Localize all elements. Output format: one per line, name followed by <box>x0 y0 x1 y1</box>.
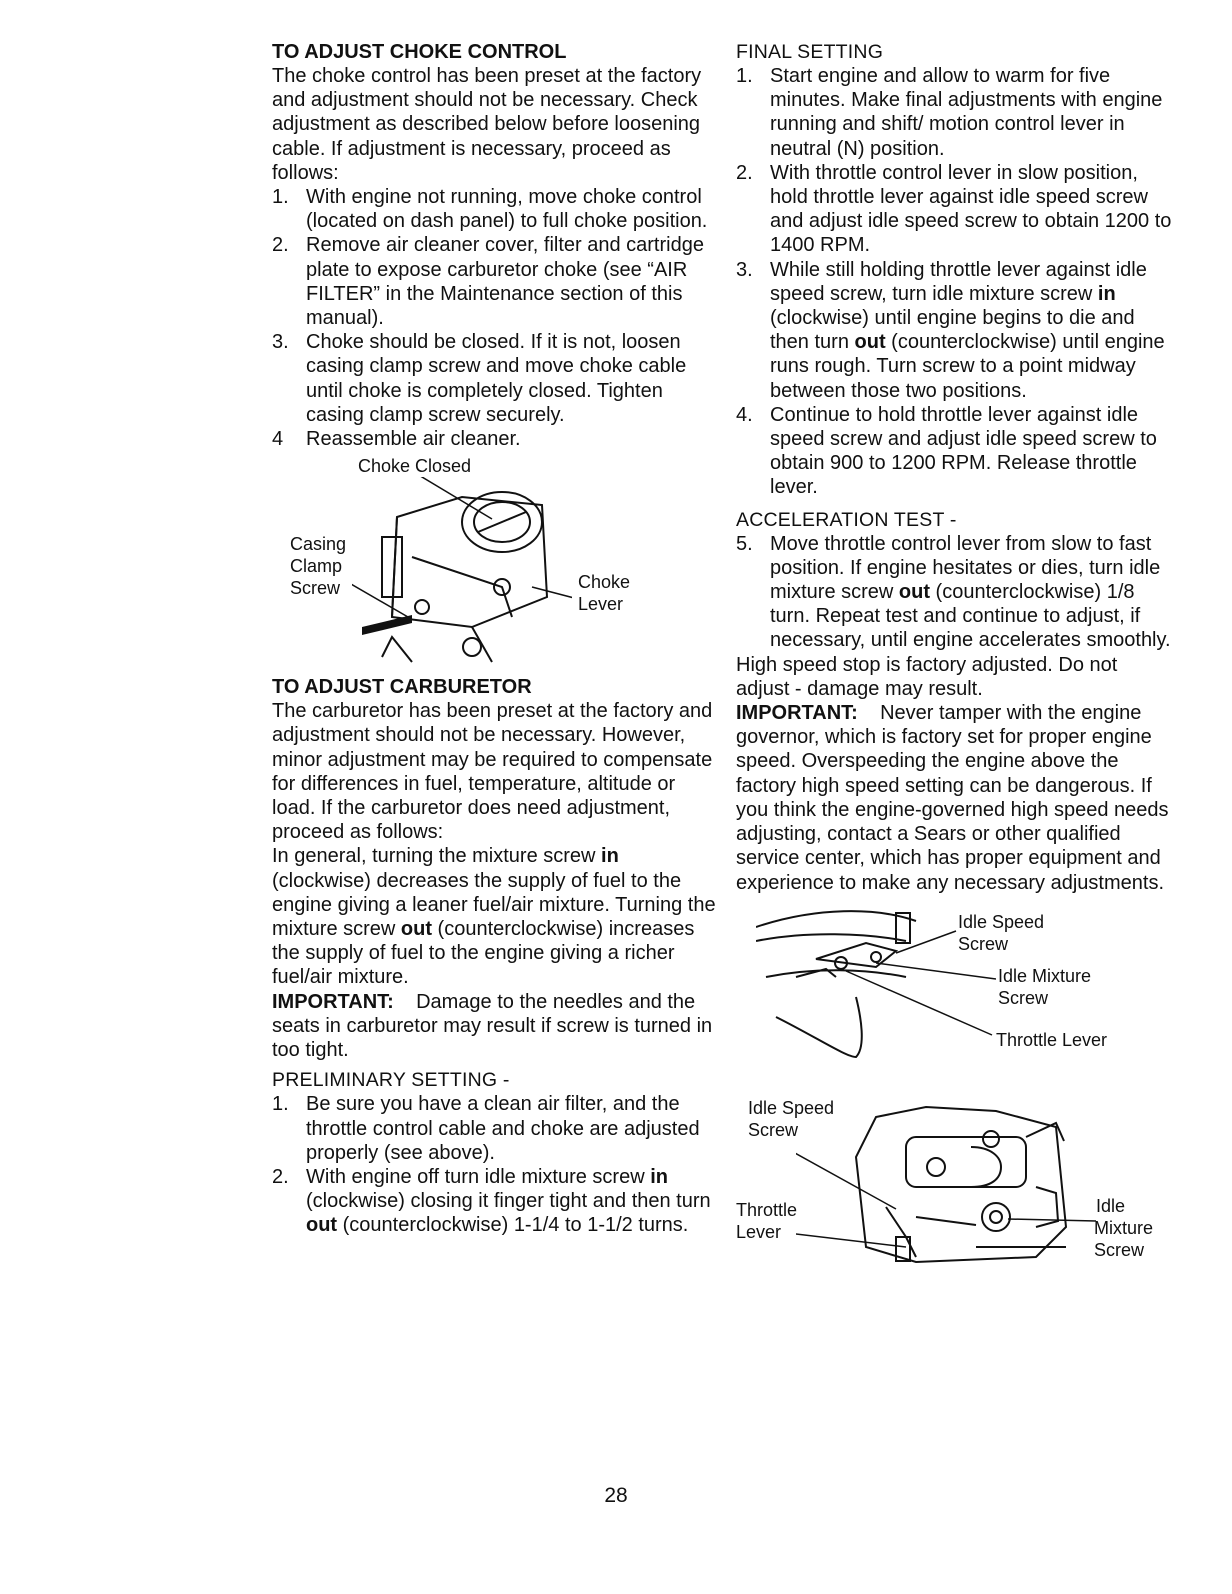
high-speed-note: High speed stop is factory adjusted. Do not adjust - damage may result. <box>736 653 1118 700</box>
list-item <box>272 1165 717 1238</box>
label-idle-speed: Idle Speed <box>748 1097 835 1118</box>
label-screw: Screw <box>1094 1239 1145 1260</box>
page-number: 28 <box>604 1484 628 1507</box>
emphasis-in: in <box>1097 282 1116 305</box>
throttle-linkage-drawing <box>756 907 996 1077</box>
step-number: 1. <box>736 65 753 87</box>
label-screw: Screw <box>748 1119 799 1140</box>
final-steps <box>736 64 1176 500</box>
label-choke-closed: Choke Closed <box>358 456 472 477</box>
right-column <box>736 40 1176 1297</box>
final-setting-heading: FINAL SETTING <box>736 41 884 63</box>
label-lever: Lever <box>578 594 624 615</box>
label-idle: Idle <box>1096 1195 1126 1216</box>
text-run: (clockwise) until engine begins to die and then turn <box>770 307 1135 354</box>
step-number: 2. <box>272 234 289 257</box>
step-number: 1. <box>272 186 289 209</box>
label-lever: Lever <box>736 1221 782 1242</box>
carburetor-drawing <box>796 1097 1096 1297</box>
label-choke: Choke <box>578 572 631 593</box>
step-number: 3. <box>272 331 289 354</box>
step-text: Choke should be closed. If it is not, loosen casing clamp screw and move choke cable until choke is completely closed. Tighten casing clamp screw securely. <box>306 331 687 426</box>
list-item <box>272 427 717 451</box>
list-item <box>272 1092 717 1165</box>
emphasis-in: in <box>601 845 619 868</box>
choke-steps <box>272 185 717 451</box>
choke-heading: TO ADJUST CHOKE CONTROL <box>272 41 567 63</box>
step-text: Start engine and allow to warm for five minutes. Make final adjustments with engine running and shift/ motion control lever in neutral (N) position. <box>770 65 1163 160</box>
step-number: 2. <box>736 161 753 184</box>
emphasis-in: in <box>650 1165 668 1188</box>
list-item <box>272 185 717 233</box>
carburetor-general <box>272 844 717 989</box>
label-screw: Screw <box>958 933 1009 954</box>
left-column <box>272 40 717 1238</box>
list-item <box>736 161 1176 258</box>
text-run: (counterclockwise) until engine runs rough. Turn screw to a point midway between those two positions. <box>770 331 1165 402</box>
preliminary-steps <box>272 1092 717 1237</box>
carburetor-figure <box>736 1097 1176 1297</box>
governor-important <box>736 701 1176 895</box>
step-number: 4. <box>736 403 753 426</box>
label-throttle: Throttle <box>736 1199 798 1220</box>
label-screw: Screw <box>290 578 341 599</box>
emphasis-out: out <box>400 918 432 941</box>
step-text: With throttle control lever in slow position, hold throttle lever against idle speed screw and adjust idle speed screw to obtain 1200 to 1400 RPM. <box>770 161 1172 257</box>
step-text: Continue to hold throttle lever against idle speed screw and adjust idle speed screw to obtain 900 to 1200 RPM. Release throttle lever. <box>770 403 1157 499</box>
label-idle-mixture: Idle Mixture <box>998 965 1092 986</box>
label-casing: Casing <box>290 534 347 555</box>
step-number: 3. <box>736 258 753 281</box>
text-run: (clockwise) decreases the supply of fuel to the engine giving a leaner fuel/air mixture. Turning the mixture screw <box>272 869 716 941</box>
important-label: IMPORTANT: <box>736 702 858 725</box>
step-text: Reassemble air cleaner. <box>306 428 521 451</box>
list-item <box>272 330 717 427</box>
preliminary-heading: PRELIMINARY SETTING - <box>272 1069 510 1092</box>
step-number: 1. <box>272 1093 289 1116</box>
list-item <box>736 403 1176 500</box>
carburetor-intro: The carburetor has been preset at the factory and adjustment should not be necessary. However, minor adjustment may be required to compensate for differences in fuel, temperature, altitude or load. If the carburetor does need adjustment, proceed as follows: <box>272 700 713 844</box>
label-mixture: Mixture <box>1094 1217 1154 1238</box>
text-run: In general, turning the mixture screw <box>272 845 602 868</box>
important-text: Damage to the needles and the seats in carburetor may result if screw is turned in too tight. <box>272 990 713 1062</box>
acceleration-steps <box>736 532 1176 653</box>
choke-figure <box>272 451 717 671</box>
label-throttle-lever: Throttle Lever <box>996 1029 1108 1050</box>
text-run: (clockwise) closing it finger tight and then turn <box>306 1190 711 1213</box>
label-idle-speed: Idle Speed <box>958 911 1045 932</box>
emphasis-out: out <box>898 581 930 604</box>
important-label: IMPORTANT: <box>272 990 394 1013</box>
emphasis-out: out <box>854 331 886 354</box>
emphasis-out: out <box>306 1214 338 1237</box>
carburetor-important <box>272 990 717 1063</box>
text-run: (counterclockwise) increases the supply of fuel to the engine giving a richer fuel/air mixture. <box>272 918 695 989</box>
acceleration-heading: ACCELERATION TEST - <box>736 508 957 531</box>
step-text: Be sure you have a clean air filter, and the throttle control cable and choke are adjusted properly (see above). <box>306 1093 700 1164</box>
list-item <box>736 532 1176 653</box>
step-number: 2. <box>272 1165 289 1188</box>
list-item <box>272 233 717 330</box>
important-text: Never tamper with the engine governor, which is factory set for proper engine speed. Overspeeding the engine above the factory high speed setting can be dangerous. If you think the engine-governed high speed needs adjusting, contact a Sears or other qualified service center, which has proper equipment and experience to make any necessary adjustments. <box>736 702 1169 894</box>
list-item <box>736 258 1176 403</box>
choke-intro: The choke control has been preset at the factory and adjustment should not be necessary. Check adjustment as described below before loosening cable. If adjustment is necessary, proceed as follows: <box>272 65 702 184</box>
text-run: While still holding throttle lever against idle speed screw, turn idle mixture screw <box>770 258 1147 305</box>
text-run: Move throttle control lever from slow to fast position. If engine hesitates or dies, turn idle mixture screw <box>770 532 1161 604</box>
carburetor-choke-drawing <box>352 477 572 667</box>
text-run: With engine off turn idle mixture screw <box>306 1165 651 1188</box>
throttle-figure <box>736 907 1176 1077</box>
list-item <box>736 64 1176 161</box>
label-screw: Screw <box>998 987 1049 1008</box>
step-text: Remove air cleaner cover, filter and cartridge plate to expose carburetor choke (see “AIR FILTER” in the Maintenance section of this manual). <box>306 234 704 330</box>
carburetor-heading: TO ADJUST CARBURETOR <box>272 676 532 699</box>
step-text: With engine not running, move choke control (located on dash panel) to full choke position. <box>306 186 708 233</box>
step-number: 5. <box>736 532 753 555</box>
step-number: 4 <box>272 428 284 451</box>
text-run: (counterclockwise) 1-1/4 to 1-1/2 turns. <box>337 1214 689 1237</box>
label-clamp: Clamp <box>290 556 343 577</box>
text-run: (counterclockwise) 1/8 turn. Repeat test and continue to adjust, if necessary, until engine accelerates smoothly. <box>770 581 1171 652</box>
